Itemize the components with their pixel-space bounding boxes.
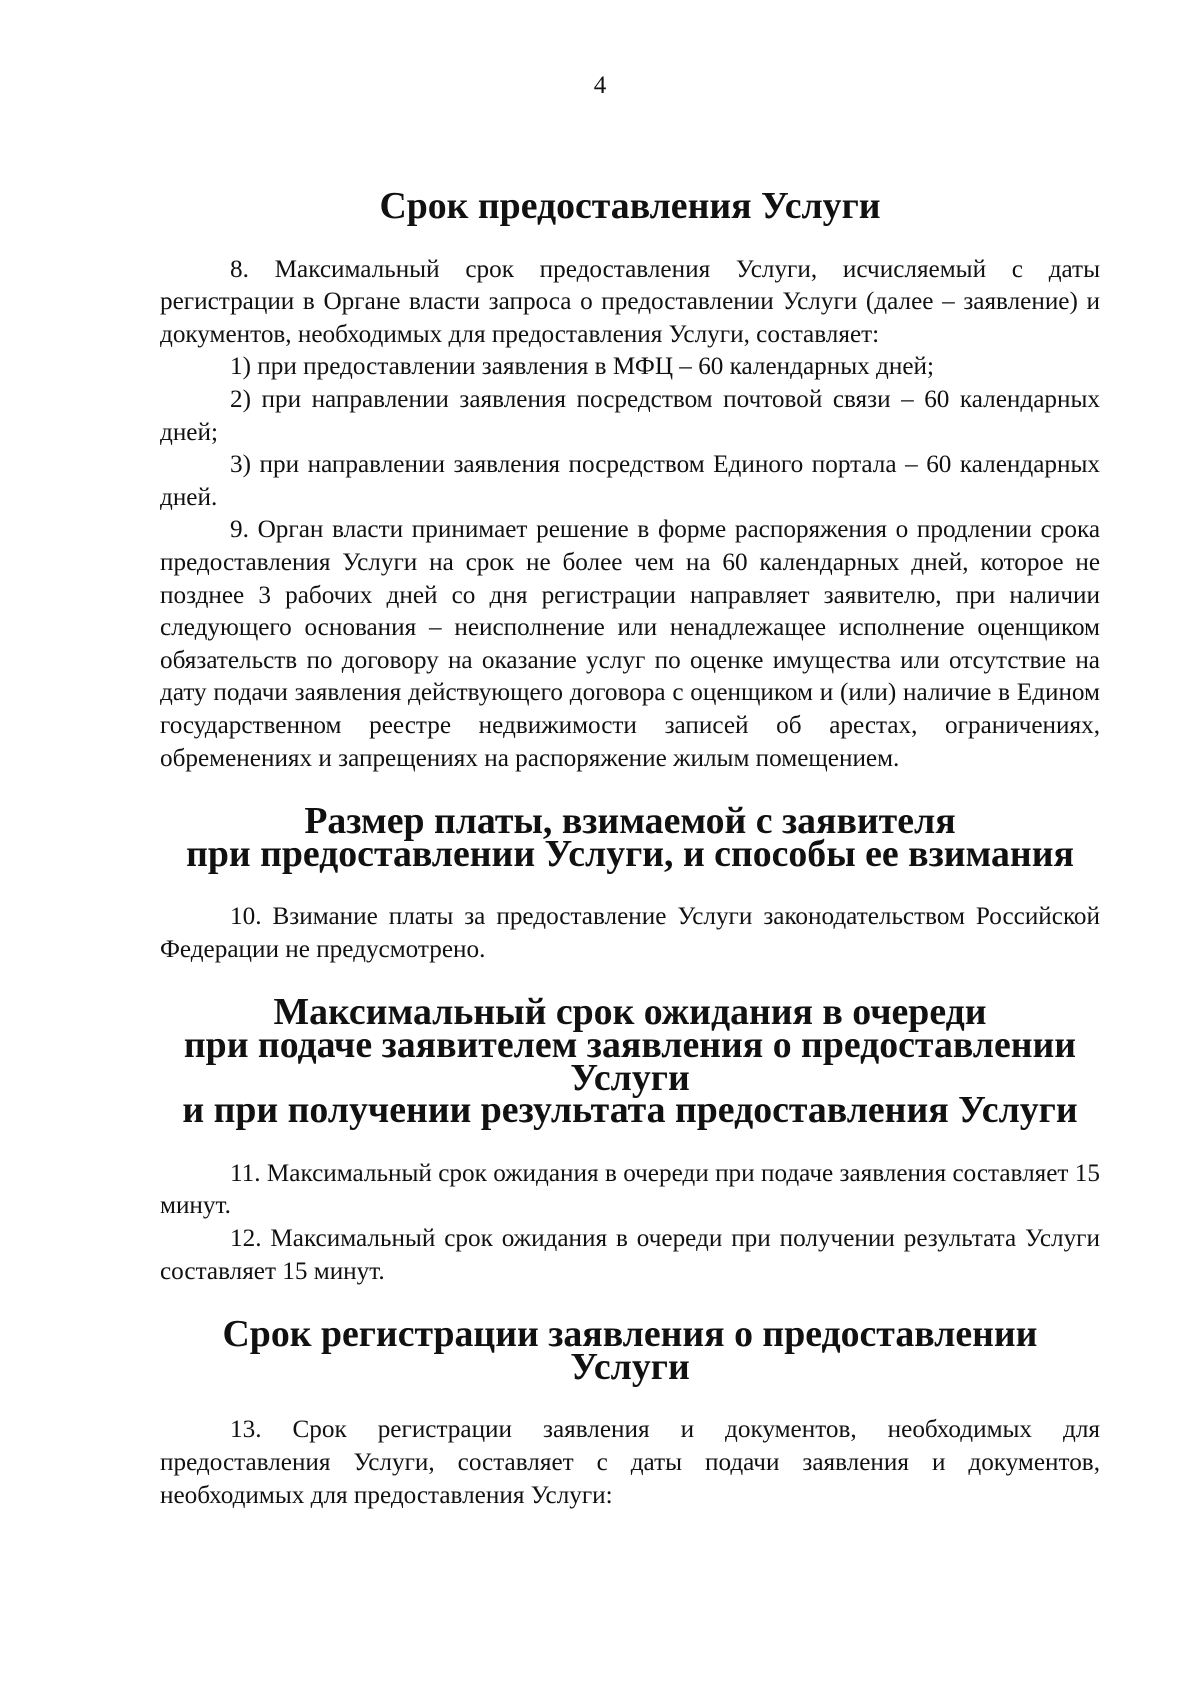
paragraph-8-item-2: 2) при направлении заявления посредством почтовой связи – 60 календарных дней;	[160, 385, 1100, 446]
section-heading-fee: Размер платы, взимаемой с заявителя при предоставлении Услуги, и способы ее взимания	[186, 800, 1074, 875]
paragraph-12: 12. Максимальный срок ожидания в очереди при получении результата Услуги составляет 15 минут.	[160, 1225, 1100, 1285]
paragraph-13: 13. Срок регистрации заявления и документов, необходимых для предоставления Услуги, составляет с даты подачи заявления и документов, необходимых для предоставления Услуги:	[160, 1416, 1100, 1509]
paragraph-11: 11. Максимальный срок ожидания в очереди при подаче заявления составляет 15 минут.	[160, 1159, 1100, 1220]
paragraph-8-item-1: 1) при предоставлении заявления в МФЦ – 60 календарных дней;	[230, 353, 934, 381]
document-body	[160, 185, 1100, 1512]
paragraph-9: 9. Орган власти принимает решение в форме распоряжения о продлении срока предоставления Услуги на срок не более чем на 60 календарных дней, которое не позднее 3 рабочих дней со дня регистрации направляет заявителю, при наличии следующего основания – неисполнение или ненадлежащее исполнение оценщиком обязательств по договору на оказание услуг по оценке имущества или отсутствие на дату подачи заявления действующего договора с оценщиком и (или) наличие в Едином государственном реестре недвижимости записей об арестах, ограничениях, обременениях и запрещениях на распоряжение жилым помещением.	[160, 516, 1100, 772]
paragraph-8: 8. Максимальный срок предоставления Услуги, исчисляемый с даты регистрации в Органе власти запроса о предоставлении Услуги (далее – заявление) и документов, необходимых для предоставления Услуги, составляет:	[160, 255, 1100, 348]
section-heading-registration: Срок регистрации заявления о предоставлении Услуги	[222, 1313, 1038, 1388]
paragraph-8-item-3: 3) при направлении заявления посредством Единого портала – 60 календарных дней.	[160, 451, 1100, 511]
section-heading-queue: Максимальный срок ожидания в очереди при подаче заявителем заявления о предоставлении Услуги и при получении результата предоставления Услуги	[182, 991, 1078, 1132]
paragraph-10: 10. Взимание платы за предоставление Услуги законодательством Российской Федерации не предусмотрено.	[160, 903, 1100, 963]
page-number: 4	[593, 72, 607, 99]
section-heading-term: Срок предоставления Услуги	[379, 185, 881, 227]
